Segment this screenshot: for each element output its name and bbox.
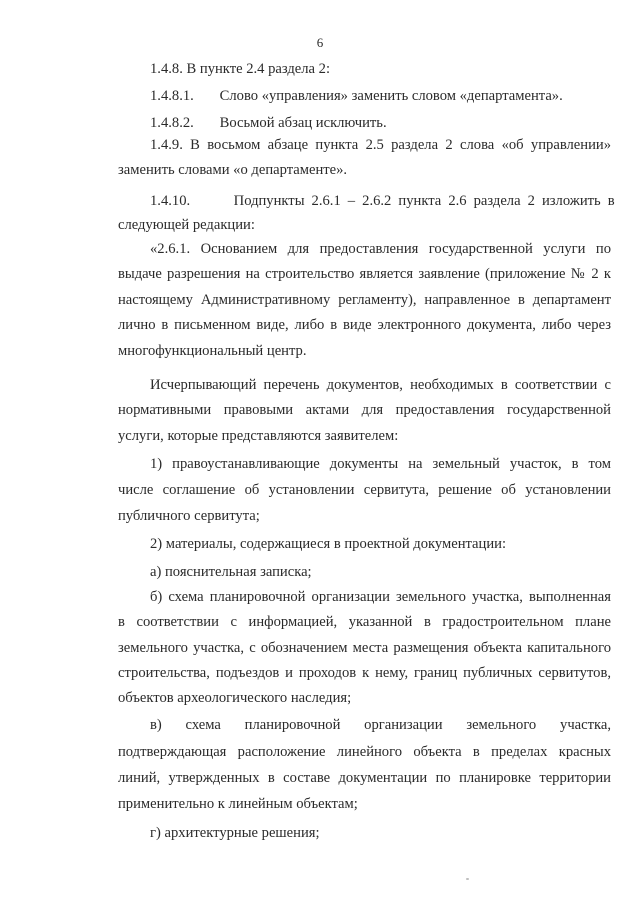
text-line: выдаче разрешения на строительство является заявление (приложение № 2 к — [118, 266, 611, 282]
item-number: 1.4.8. — [150, 61, 183, 77]
text-line: 2) материалы, содержащиеся в проектной документации: — [150, 536, 507, 552]
item-text: Слово «управления» заменить словом «департамента». — [219, 88, 563, 104]
text-line: Исчерпывающий перечень документов, необходимых в соответствии с — [150, 377, 611, 393]
text-line: нормативными правовыми актами для предоставления государственной — [118, 402, 611, 418]
item-1-4-9-line2: заменить словами «о департаменте». — [118, 162, 348, 178]
text-line: подтверждающая расположение линейного объекта в пределах красных — [118, 744, 611, 760]
item-1-4-9-line1: 1.4.9. В восьмом абзаце пункта 2.5 раздела 2 слова «об управлении» — [150, 137, 611, 153]
page-number: 6 — [316, 35, 324, 50]
text-line: настоящему Административному регламенту), направленное в департамент — [118, 292, 611, 308]
text-line: лично в письменном виде, либо в виде электронного документа, либо через — [118, 317, 611, 333]
item-1-4-8 — [150, 58, 330, 80]
text-line: б) схема планировочной организации земельного участка, выполненная — [150, 589, 611, 605]
text-line: числе соглашение об установлении сервитута, решение об установлении — [118, 482, 611, 498]
text-line: строительства, подъездов и проходов к нему, границ публичных сервитутов, — [118, 665, 611, 681]
item-1-4-10 — [150, 190, 615, 212]
text-line: линий, утвержденных в составе документации по планировке территории — [118, 770, 611, 786]
text-line: земельного участка, с обозначением места размещения объекта капитального — [118, 640, 611, 656]
item-text: Восьмой абзац исключить. — [219, 115, 387, 131]
text-line: в соответствии с информацией, указанной в градостроительном плане — [118, 614, 611, 630]
item-number: 1.4.8.2. — [150, 115, 194, 131]
text-line: многофункциональный центр. — [118, 343, 307, 359]
text-line: услуги, которые представляются заявителем: — [118, 428, 399, 444]
item-text: В пункте 2.4 раздела 2: — [186, 61, 331, 77]
item-1-4-10-line2: следующей редакции: — [118, 217, 255, 233]
text-line: применительно к линейным объектам; — [118, 796, 358, 812]
text-line: «2.6.1. Основанием для предоставления государственной услуги по — [150, 241, 611, 257]
item-1-4-8-2 — [150, 112, 387, 134]
text-line: в) схема планировочной организации земельного участка, — [150, 717, 611, 733]
item-number: 1.4.10. — [150, 193, 191, 209]
text-line: г) архитектурные решения; — [150, 825, 320, 841]
scan-speck — [466, 878, 469, 880]
item-1-4-8-1 — [150, 85, 611, 107]
item-text: Подпункты 2.6.1 – 2.6.2 пункта 2.6 раздела 2 изложить в — [233, 193, 615, 209]
text-line: объектов археологического наследия; — [118, 690, 352, 706]
text-line: публичного сервитута; — [118, 508, 260, 524]
text-line: а) пояснительная записка; — [150, 564, 312, 580]
item-number: 1.4.8.1. — [150, 88, 194, 104]
text-line: 1) правоустанавливающие документы на земельный участок, в том — [150, 456, 611, 472]
